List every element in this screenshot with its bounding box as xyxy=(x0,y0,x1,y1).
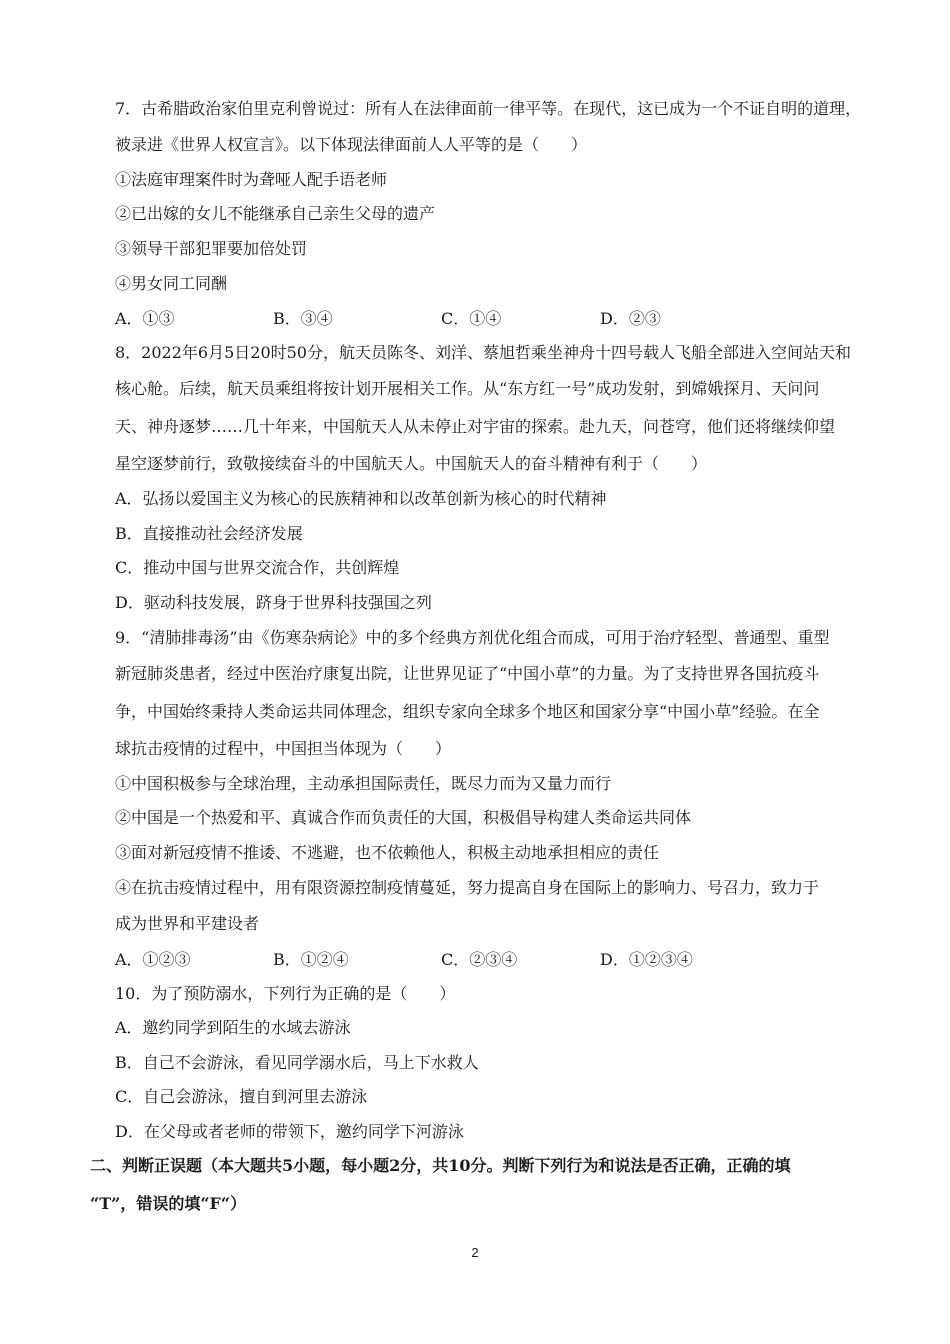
q8-stem-line-3: 天、神舟逐梦……几十年来，中国航天人从未停止对宇宙的探索。赴九天，问苍穹，他们还将继续仰望 xyxy=(115,417,836,436)
q9-item-4-line-2: 成为世界和平建设者 xyxy=(115,914,260,933)
q9-item-4-line-1: ④在抗击疫情过程中，用有限资源控制疫情蔓延，努力提高自身在国际上的影响力、号召力，致力于 xyxy=(115,878,820,897)
page-number: 2 xyxy=(471,1245,479,1260)
q7-item-4: ④男女同工同酬 xyxy=(115,274,228,293)
q10-option-d: D．在父母或者老师的带领下，邀约同学下河游泳 xyxy=(115,1122,464,1141)
q9-stem-line-3: 争，中国始终秉持人类命运共同体理念，组织专家向全球多个地区和国家分享“中国小草”经验。在全 xyxy=(115,702,820,721)
q9-stem-line-2: 新冠肺炎患者，经过中医治疗康复出院，让世界见证了“中国小草”的力量。为了支持世界各国抗疫斗 xyxy=(115,664,820,683)
q9-item-1: ①中国积极参与全球治理，主动承担国际责任，既尽力而为又量力而行 xyxy=(115,774,612,793)
q9-choice-a: A．①②③ xyxy=(115,950,191,969)
q10-option-b: B．自己不会游泳，看见同学溺水后，马上下水救人 xyxy=(115,1053,479,1072)
q7-item-3: ③领导干部犯罪要加倍处罚 xyxy=(115,239,308,258)
q9-item-3: ③面对新冠疫情不推诿、不逃避，也不依赖他人，积极主动地承担相应的责任 xyxy=(115,843,660,862)
q8-stem-line-2: 核心舱。后续，航天员乘组将按计划开展相关工作。从“东方红一号”成功发射，到嫦娥探月、天问问 xyxy=(115,379,820,398)
q9-choice-d: D．①②③④ xyxy=(600,950,693,969)
q8-option-c: C．推动中国与世界交流合作，共创辉煌 xyxy=(115,558,400,577)
q8-stem-line-4: 星空逐梦前行，致敬接续奋斗的中国航天人。中国航天人的奋斗精神有利于（ ） xyxy=(115,454,708,473)
q8-option-d: D．驱动科技发展，跻身于世界科技强国之列 xyxy=(115,593,432,612)
q10-stem: 10．为了预防溺水，下列行为正确的是（ ） xyxy=(115,984,456,1003)
q7-choice-c: C．①④ xyxy=(441,309,502,328)
q7-choice-d: D．②③ xyxy=(600,309,661,328)
q9-choice-b: B．①②④ xyxy=(273,950,349,969)
q7-choice-a: A．①③ xyxy=(115,309,175,328)
q9-stem-line-4: 球抗击疫情的过程中，中国担当体现为（ ） xyxy=(115,739,452,758)
q8-option-b: B．直接推动社会经济发展 xyxy=(115,524,303,543)
q8-stem-line-1: 8．2022年6月5日20时50分，航天员陈冬、刘洋、蔡旭哲乘坐神舟十四号载人飞船全部进入空间站天和 xyxy=(115,343,851,362)
q7-item-1: ①法庭审理案件时为聋哑人配手语老师 xyxy=(115,170,388,189)
q9-item-2: ②中国是一个热爱和平、真诚合作而负责任的大国，积极倡导构建人类命运共同体 xyxy=(115,808,692,827)
q7-stem-line-2: 被录进《世界人权宣言》。以下体现法律面前人人平等的是（ ） xyxy=(115,135,588,154)
q9-choice-c: C．②③④ xyxy=(441,950,518,969)
q7-item-2: ②已出嫁的女儿不能继承自己亲生父母的遗产 xyxy=(115,204,436,223)
section-2-heading-line-2: “T”，错误的填“F“） xyxy=(90,1194,247,1213)
q7-stem-line-1: 7．古希腊政治家伯里克利曾说过：所有人在法律面前一律平等。在现代，这已成为一个不证自明的道理， xyxy=(115,99,862,118)
q10-option-a: A．邀约同学到陌生的水域去游泳 xyxy=(115,1018,351,1037)
q7-choice-b: B．③④ xyxy=(273,309,333,328)
section-2-heading-line-1: 二、判断正误题（本大题共5小题，每小题2分，共10分。判断下列行为和说法是否正确，正确的填 xyxy=(90,1156,791,1175)
q10-option-c: C．自己会游泳，擅自到河里去游泳 xyxy=(115,1087,368,1106)
q9-stem-line-1: 9．“清肺排毒汤”由《伤寒杂病论》中的多个经典方剂优化组合而成，可用于治疗轻型、普通型、重型 xyxy=(115,628,830,647)
q8-option-a: A．弘扬以爱国主义为核心的民族精神和以改革创新为核心的时代精神 xyxy=(115,489,607,508)
